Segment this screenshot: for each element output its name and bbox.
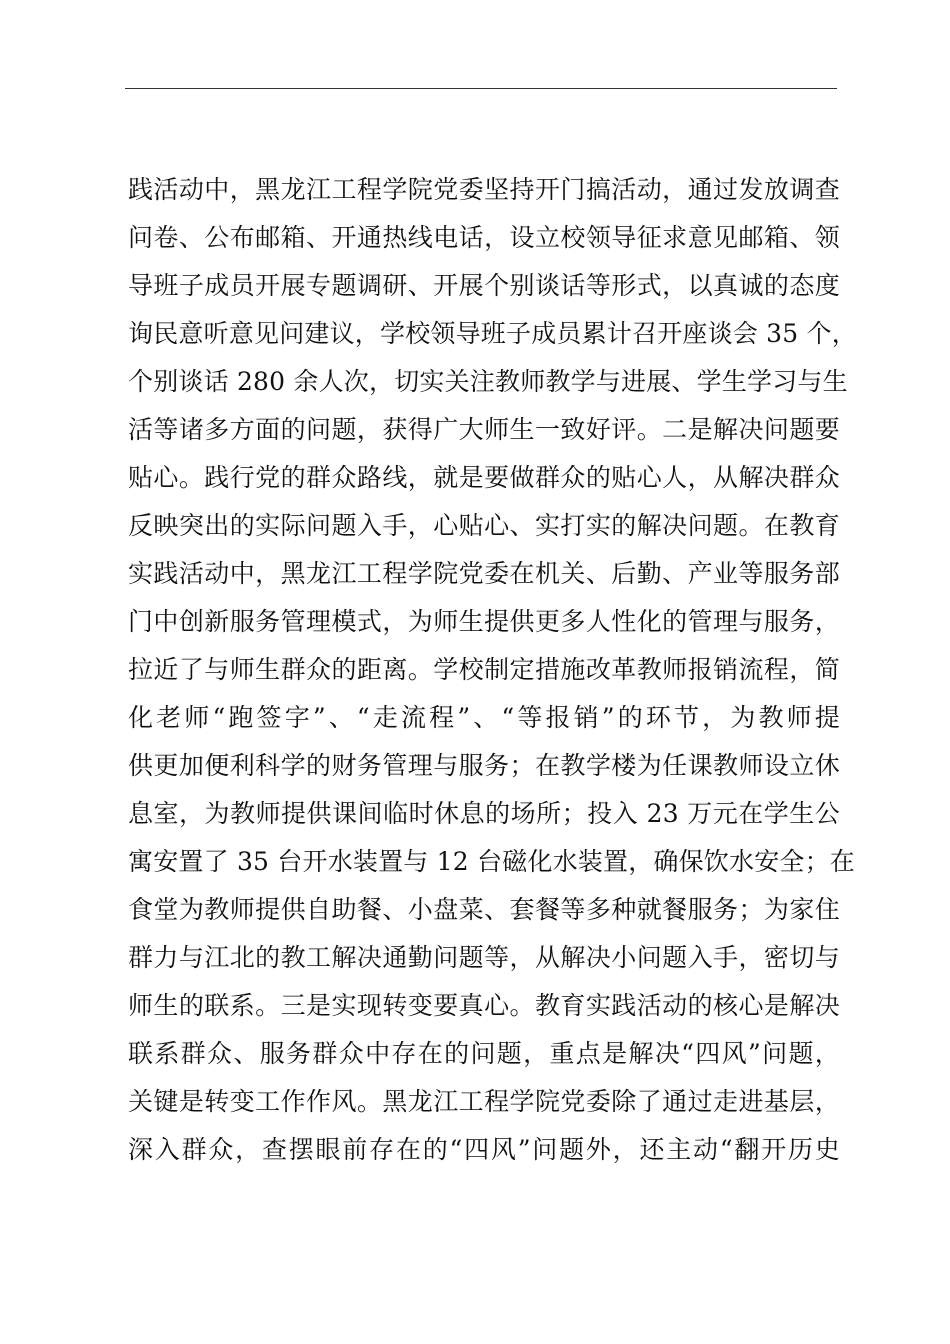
text-line: 关键是转变工作作风。黑龙江工程学院党委除了通过走进基层，: [128, 1087, 840, 1116]
text-line: 门中创新服务管理模式，为师生提供更多人性化的管理与服务，: [128, 607, 840, 636]
text-line: 活等诸多方面的问题，获得广大师生一致好评。二是解决问题要: [128, 415, 840, 444]
text-line: 询民意听意见问建议，学校领导班子成员累计召开座谈会 35 个，: [128, 319, 857, 348]
text-line: 化老师“跑签字”、“走流程”、“等报销”的环节，为教师提: [128, 703, 840, 732]
text-line: 实践活动中，黑龙江工程学院党委在机关、后勤、产业等服务部: [128, 559, 840, 588]
text-line: 深入群众，查摆眼前存在的“四风”问题外，还主动“翻开历史: [128, 1135, 840, 1164]
text-line: 联系群众、服务群众中存在的问题，重点是解决“四风”问题，: [128, 1039, 840, 1068]
text-line: 息室，为教师提供课间临时休息的场所；投入 23 万元在学生公: [128, 799, 840, 828]
text-line: 寓安置了 35 台开水装置与 12 台磁化水装置，确保饮水安全；在: [128, 847, 856, 876]
text-line: 问卷、公布邮箱、开通热线电话，设立校领导征求意见邮箱、领: [128, 223, 840, 252]
text-line: 反映突出的实际问题入手，心贴心、实打实的解决问题。在教育: [128, 511, 840, 540]
text-line: 导班子成员开展专题调研、开展个别谈话等形式，以真诚的态度: [128, 271, 840, 300]
text-line: 践活动中，黑龙江工程学院党委坚持开门搞活动，通过发放调查: [128, 175, 840, 204]
text-line: 食堂为教师提供自助餐、小盘菜、套餐等多种就餐服务；为家住: [128, 895, 840, 924]
text-line: 贴心。践行党的群众路线，就是要做群众的贴心人，从解决群众: [128, 463, 840, 492]
text-line: 个别谈话 280 余人次，切实关注教师教学与进展、学生学习与生: [128, 367, 848, 396]
header-rule: [125, 88, 837, 89]
text-line: 群力与江北的教工解决通勤问题等，从解决小问题入手，密切与: [128, 943, 840, 972]
text-line: 师生的联系。三是实现转变要真心。教育实践活动的核心是解决: [128, 991, 840, 1020]
text-line: 拉近了与师生群众的距离。学校制定措施改革教师报销流程，简: [128, 655, 840, 684]
text-line: 供更加便利科学的财务管理与服务；在教学楼为任课教师设立休: [128, 751, 840, 780]
body-paragraph: [128, 166, 857, 1174]
